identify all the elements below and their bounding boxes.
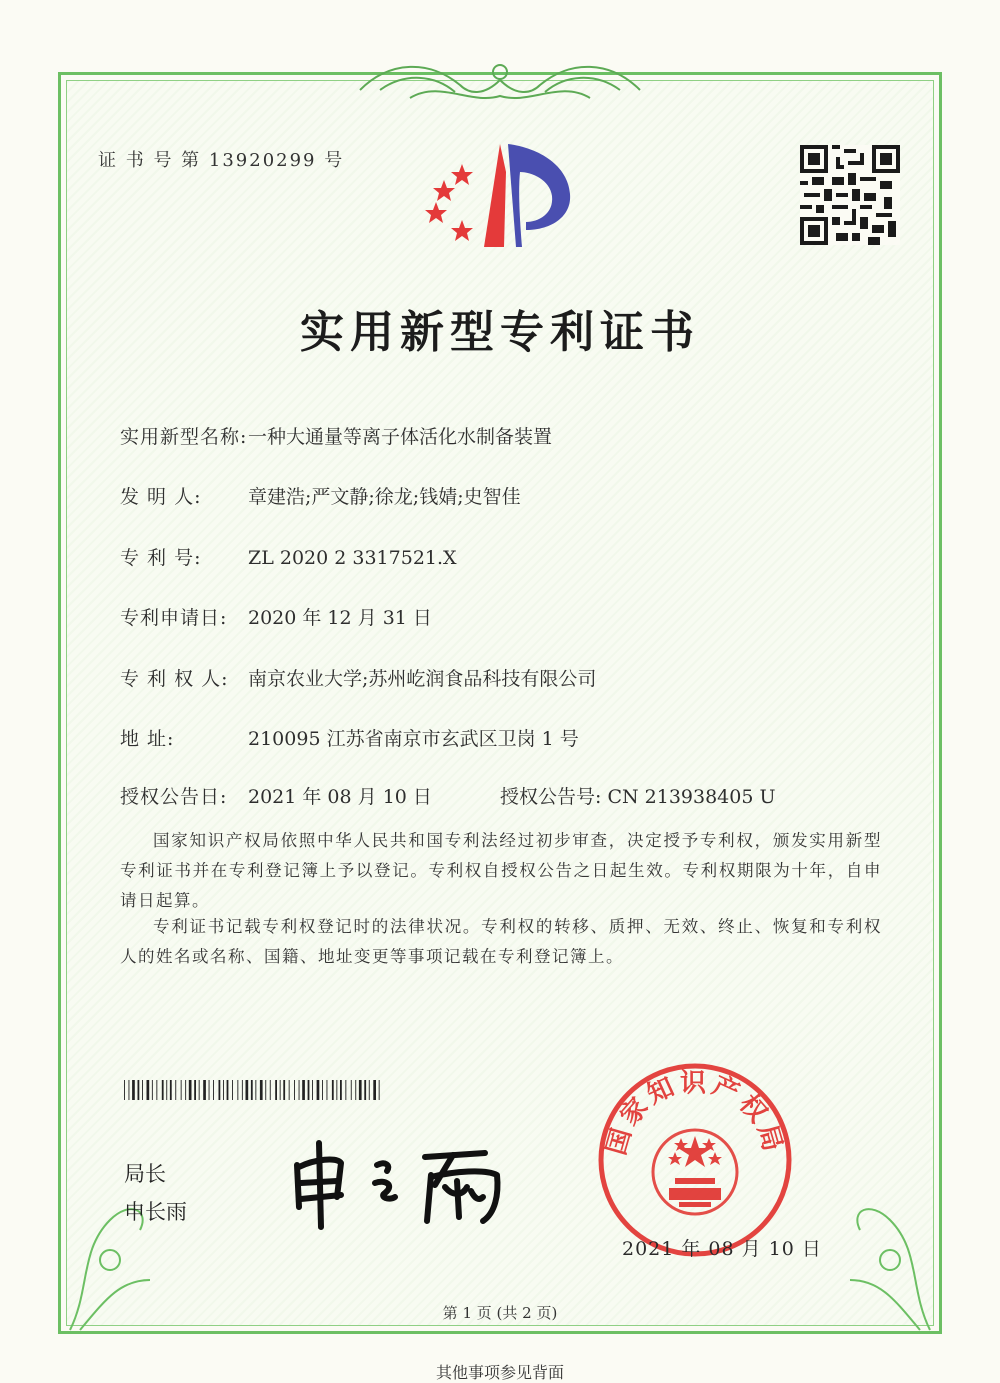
field-patent-number <box>120 543 457 570</box>
barcode-bar <box>312 1080 313 1100</box>
field-label: 发 明 人: <box>120 486 202 508</box>
barcode-bar <box>152 1080 153 1100</box>
statement-paragraph-1: 国家知识产权局依照中华人民共和国专利法经过初步审查，决定授予专利权，颁发实用新型专利证书并在专利登记簿上予以登记。专利权自授权公告之日起生效。专利权期限为十年，自申请日起算。 <box>120 831 882 910</box>
official-seal-icon <box>595 1060 795 1260</box>
barcode-bar <box>232 1080 233 1100</box>
barcode-bar <box>175 1080 176 1100</box>
barcode-bar <box>138 1080 140 1100</box>
qr-code-icon <box>800 145 900 245</box>
barcode-bar <box>227 1080 229 1100</box>
barcode-bar <box>280 1080 281 1100</box>
barcode-bar <box>132 1080 135 1100</box>
field-label: 专利申请日: <box>120 607 228 629</box>
back-note: 其他事项参见背面 <box>435 1363 564 1382</box>
barcode-bar <box>203 1080 206 1100</box>
barcode-bar <box>359 1080 362 1100</box>
field-label: 地 址: <box>120 728 175 750</box>
barcode-bar <box>345 1080 346 1100</box>
barcode-bar <box>369 1080 370 1100</box>
barcode-bar <box>373 1080 376 1100</box>
field-value: 章建浩;严文静;徐龙;钱婧;史智佳 <box>248 486 521 508</box>
barcode-bar <box>219 1080 221 1100</box>
barcode-bar <box>181 1080 182 1100</box>
barcode-bar <box>162 1080 164 1100</box>
barcode-bar <box>332 1080 334 1100</box>
barcode-bar <box>246 1080 249 1100</box>
barcode-bar <box>294 1080 295 1100</box>
barcode-bar <box>283 1080 285 1100</box>
barcode-bar <box>199 1080 200 1100</box>
field-grant-date <box>120 782 432 809</box>
barcode-bar <box>185 1080 186 1100</box>
top-ornament-icon <box>350 50 650 110</box>
field-value: ZL 2020 2 3317521.X <box>248 547 457 569</box>
field-value: 一种大通量等离子体活化水制备装置 <box>248 426 553 448</box>
barcode-bar <box>265 1080 266 1100</box>
barcode-bar <box>302 1080 305 1100</box>
barcode-bar <box>336 1080 337 1100</box>
field-label: 实用新型名称: <box>120 426 248 448</box>
seal-date: 2021 年 08 月 10 日 <box>622 1238 822 1260</box>
barcode-bar <box>147 1080 150 1100</box>
barcode-icon <box>124 1080 382 1100</box>
barcode-bar <box>170 1080 172 1100</box>
barcode-bar <box>327 1080 328 1100</box>
barcode-bar <box>194 1080 196 1100</box>
barcode-bar <box>270 1080 271 1100</box>
director-name: 申长雨 <box>124 1200 187 1224</box>
statement-paragraph-2: 专利证书记载专利权登记时的法律状况。专利权的转移、质押、无效、终止、恢复和专利权人的姓名或名称、国籍、地址变更等事项记载在专利登记簿上。 <box>120 917 882 966</box>
field-utility-model-name <box>120 422 552 449</box>
barcode-bar <box>242 1080 243 1100</box>
barcode-bar <box>189 1080 192 1100</box>
barcode-bar <box>289 1080 290 1100</box>
barcode-bar <box>351 1080 352 1100</box>
barcode-bar <box>340 1080 342 1100</box>
barcode-bar <box>166 1080 167 1100</box>
field-inventors <box>120 482 521 509</box>
barcode-bar <box>237 1080 238 1100</box>
field-value: CN 213938405 U <box>607 786 776 808</box>
barcode-bar <box>255 1080 256 1100</box>
field-address <box>120 724 579 751</box>
field-value: 2021 年 08 月 10 日 <box>248 786 432 808</box>
barcode-bar <box>355 1080 356 1100</box>
barcode-bar <box>379 1080 380 1100</box>
director-signature <box>285 1135 515 1230</box>
barcode-bar <box>364 1080 366 1100</box>
barcode-bar <box>129 1080 130 1100</box>
barcode-bar <box>275 1080 277 1100</box>
barcode-bar <box>223 1080 224 1100</box>
barcode-bar <box>142 1080 143 1100</box>
field-application-date <box>120 603 432 630</box>
barcode-bar <box>322 1080 323 1100</box>
barcode-bar <box>251 1080 253 1100</box>
field-value: 2020 年 12 月 31 日 <box>248 607 432 629</box>
barcode-bar <box>308 1080 310 1100</box>
field-label: 专 利 号: <box>120 547 202 569</box>
seal-text: 国家知识产权局 <box>601 1068 789 1159</box>
barcode-bar <box>260 1080 263 1100</box>
barcode-bar <box>209 1080 210 1100</box>
field-value: 210095 江苏省南京市玄武区卫岗 1 号 <box>248 728 579 750</box>
barcode-bar <box>317 1080 320 1100</box>
barcode-bar <box>299 1080 300 1100</box>
field-label: 授权公告号: <box>500 786 602 808</box>
barcode-bar <box>213 1080 214 1100</box>
field-label: 专 利 权 人: <box>120 668 229 690</box>
certificate-number: 证 书 号 第 13920299 号 <box>98 150 345 171</box>
field-announcement-number <box>500 782 776 809</box>
field-patentee <box>120 664 596 691</box>
page-number: 第 1 页 (共 2 页) <box>442 1304 558 1322</box>
barcode-bar <box>124 1080 125 1100</box>
field-value: 南京农业大学;苏州屹润食品科技有限公司 <box>248 668 597 690</box>
director-title: 局长 <box>124 1162 166 1186</box>
cnipa-logo-icon <box>422 142 582 252</box>
field-label: 授权公告日: <box>120 786 228 808</box>
barcode-bar <box>156 1080 157 1100</box>
certificate-title: 实用新型专利证书 <box>300 307 700 358</box>
